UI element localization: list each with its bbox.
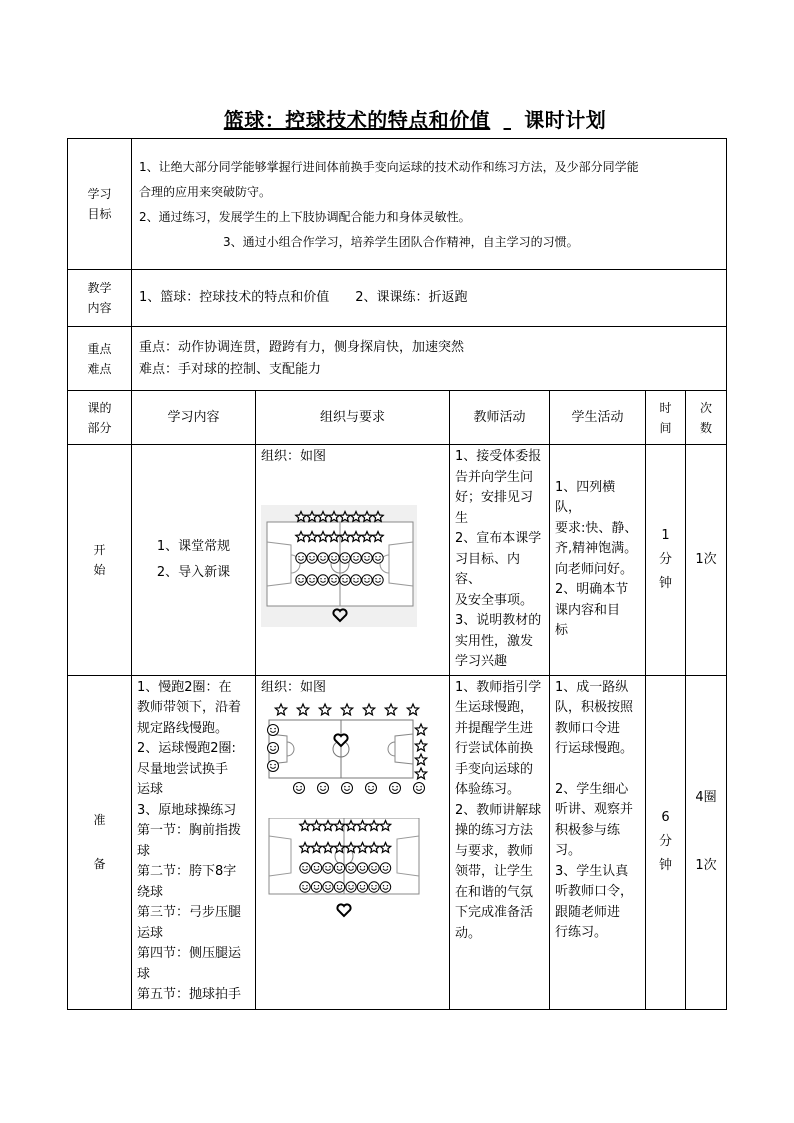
warmup-content-line: 球 [137, 966, 151, 982]
time-value: 6 [661, 810, 670, 825]
start-content-cell [132, 445, 256, 676]
time-unit: 分 [658, 551, 672, 567]
header-content: 学习内容 [132, 391, 256, 445]
teacher-line: 学习兴趣 [455, 654, 508, 669]
star-icon [275, 704, 286, 715]
difficulty-text: 难点：手对球的控制、支配能力 [139, 361, 322, 377]
star-icon [297, 704, 308, 715]
warmup-org-label: 组织：如图 [261, 679, 327, 695]
jog-route-diagram [261, 702, 433, 802]
smiley-icon [362, 553, 372, 563]
smiley-icon [390, 782, 401, 793]
student-star-group [415, 724, 426, 779]
count-value: 1次 [695, 857, 717, 873]
teacher-line: 实用性，激发 [455, 633, 534, 649]
label-fragment: 备 [93, 857, 106, 871]
teacher-line: 在和谐的气氛 [455, 884, 534, 900]
smiley-icon [334, 881, 344, 891]
smiley-icon [318, 575, 328, 585]
content-text: 1、篮球：控球技术的特点和价值 2、课课练：折返跑 [132, 270, 727, 327]
warmup-content-line: 尽量地尝试换手 [137, 761, 229, 777]
warmup-content-cell [132, 675, 256, 1009]
start-content-item: 1、课堂常规 [156, 538, 231, 554]
objective-line: 2、通过练习，发展学生的上下肢协调配合能力和身体灵敏性。 [139, 209, 471, 224]
smiley-icon [369, 881, 379, 891]
teacher-line: 行尝试体前换 [455, 741, 534, 756]
keypoints-label-cell [68, 327, 132, 391]
smiley-icon [380, 881, 390, 891]
teacher-line: 3、说明教材的 [455, 613, 542, 628]
warmup-student-cell [550, 675, 646, 1009]
smiley-icon [366, 782, 377, 793]
student-face-group [294, 782, 425, 793]
star-icon [415, 768, 426, 779]
smiley-icon [318, 782, 329, 793]
objective-line: 合理的应用来突破防守。 [139, 184, 272, 199]
warmup-content-line: 第四节：侧压腿运 [137, 946, 242, 961]
teacher-line: 生 [455, 510, 469, 526]
student-line: 跟随老师进 [555, 904, 621, 920]
start-court-diagram [261, 505, 417, 627]
student-face-group [268, 724, 279, 771]
header-row [68, 391, 727, 445]
time-unit: 钟 [658, 858, 672, 873]
start-teacher-cell [450, 445, 550, 676]
label-fragment: 重点 [87, 341, 112, 356]
start-part-cell [68, 445, 132, 676]
smiley-icon [294, 782, 305, 793]
teacher-line: 与要求，教师 [455, 843, 534, 859]
objectives-label-cell [68, 139, 132, 270]
heart-icon [337, 904, 350, 916]
warmup-teacher-cell [450, 675, 550, 1009]
student-line: 要求:快、静、 [555, 520, 638, 536]
warmup-content-line: 运球 [137, 925, 164, 941]
student-line: 向老师问好。 [555, 561, 634, 577]
teacher-line: 动。 [455, 925, 482, 941]
student-star-group [275, 704, 418, 715]
label-fragment: 教学 [87, 281, 112, 295]
warmup-content-line: 第一节：胸前指拨 [137, 823, 242, 838]
smiley-icon [296, 553, 306, 563]
teacher-line: 1、教师指引学 [455, 679, 542, 695]
objective-line: 3、通过小组合作学习，培养学生团队合作精神，自主学习的习惯。 [223, 234, 579, 249]
teacher-line: 2、宣布本课学 [455, 531, 542, 546]
warmup-part-cell [68, 675, 132, 1009]
ball-drill-diagram [261, 818, 433, 928]
header-org: 组织与要求 [256, 391, 450, 445]
teacher-line: 手变向运球的 [455, 761, 534, 777]
student-line: 行运球慢跑。 [555, 741, 634, 756]
objectives-row [68, 139, 727, 270]
smiley-icon [369, 862, 379, 872]
objective-line: 1、让绝大部分同学能够掌握行进间体前换手变向运球的技术动作和练习方法，及少部分同学能 [139, 159, 639, 174]
page-title [0, 104, 794, 133]
warmup-content-line: 绕球 [137, 884, 164, 900]
start-org-cell [256, 445, 450, 676]
count-value: 4圈 [695, 789, 717, 805]
star-icon [415, 754, 426, 765]
smiley-icon [334, 862, 344, 872]
start-content-item: 2、导入新课 [156, 564, 231, 580]
smiley-icon [342, 782, 353, 793]
label-fragment: 准 [93, 813, 106, 827]
student-line: 课内容和目 [555, 602, 621, 618]
teacher-line: 及安全事项。 [455, 592, 534, 608]
time-value: 1 [661, 527, 670, 543]
smiley-icon [329, 553, 339, 563]
smiley-icon [268, 742, 279, 753]
label-fragment: 课的 [87, 400, 112, 415]
smiley-icon [357, 862, 367, 872]
teacher-line: 1、接受体委报 [455, 449, 542, 464]
teacher-line: 体验练习。 [455, 782, 521, 797]
smiley-icon [329, 575, 339, 585]
warmup-content-line: 第三节：弓步压腿 [137, 905, 242, 920]
label-fragment: 目标 [87, 207, 112, 221]
student-line: 2、学生细心 [555, 781, 629, 797]
smiley-icon [351, 575, 361, 585]
keypoints-text-cell [132, 327, 727, 391]
lesson-plan-table [67, 138, 727, 1010]
label-fragment: 部分 [87, 420, 112, 435]
header-student: 学生活动 [550, 391, 646, 445]
title-underline-gap [490, 108, 524, 132]
warmup-content-line: 3、原地球操练习 [137, 802, 237, 818]
warmup-count-cell [686, 675, 727, 1009]
star-icon [415, 724, 426, 735]
label-fragment: 内容 [87, 301, 112, 315]
label-fragment: 开 [93, 542, 106, 557]
star-icon [341, 704, 352, 715]
start-count-cell: 1次 [686, 445, 727, 676]
warmup-row [68, 675, 727, 1009]
student-line: 听教师口令， [555, 884, 634, 899]
smiley-icon [380, 862, 390, 872]
student-line: 3、学生认真 [555, 863, 629, 879]
label-fragment: 数 [700, 420, 713, 435]
header-part [68, 391, 132, 445]
warmup-org-cell [256, 675, 450, 1009]
label-fragment: 难点 [87, 361, 112, 376]
warmup-content-line: 2、运球慢跑2圈: [137, 741, 236, 756]
smiley-icon [373, 575, 383, 585]
smiley-icon [323, 881, 333, 891]
start-student-cell [550, 445, 646, 676]
teacher-line: 下完成准备活 [455, 905, 534, 920]
content-label-cell [68, 270, 132, 327]
student-line: 齐,精神饱满。 [555, 541, 638, 557]
smiley-icon [300, 862, 310, 872]
teacher-line: 好；安排见习 [455, 490, 534, 505]
smiley-icon [351, 553, 361, 563]
student-line: 1、成一路纵 [555, 679, 629, 695]
star-icon [415, 740, 426, 751]
time-unit: 钟 [658, 575, 672, 591]
warmup-content-line: 规定路线慢跑。 [137, 720, 229, 736]
teacher-line: 并提醒学生进 [455, 720, 534, 736]
student-line: 标 [555, 623, 569, 639]
smiley-icon [311, 881, 321, 891]
key-point-text: 重点：动作协调连贯，蹬跨有力，侧身探肩快，加速突然 [139, 339, 465, 355]
header-teacher: 教师活动 [450, 391, 550, 445]
student-line: 习。 [555, 843, 582, 858]
header-count [686, 391, 727, 445]
star-icon [407, 704, 418, 715]
smiley-icon [307, 575, 317, 585]
teacher-line: 领带，让学生 [455, 864, 534, 879]
star-icon [363, 704, 374, 715]
teacher-line: 告并向学生问 [455, 469, 534, 485]
star-icon [385, 704, 396, 715]
label-fragment: 始 [93, 562, 106, 577]
student-line: 教师口令进 [555, 720, 621, 736]
student-line: 听讲、观察并 [555, 802, 634, 817]
smiley-icon [346, 881, 356, 891]
smiley-icon [346, 862, 356, 872]
student-line: 2、明确本节 [555, 582, 629, 598]
header-time [646, 391, 686, 445]
start-time-cell [646, 445, 686, 676]
warmup-content-line: 球 [137, 843, 151, 859]
teacher-line: 2、教师讲解球 [455, 802, 542, 818]
warmup-content-line: 教师带领下，沿着 [137, 700, 242, 715]
student-line: 行练习。 [555, 925, 608, 940]
smiley-icon [323, 862, 333, 872]
warmup-content-line: 运球 [137, 782, 164, 797]
smiley-icon [311, 862, 321, 872]
teacher-line: 习目标、内容、 [455, 551, 521, 587]
smiley-icon [268, 724, 279, 735]
warmup-content-line: 第五节：抛球拍手 [137, 987, 242, 1002]
label-fragment: 次 [700, 400, 713, 415]
start-org-label: 组织：如图 [261, 449, 327, 464]
label-fragment: 学习 [87, 187, 112, 201]
student-line: 积极参与练 [555, 822, 621, 838]
star-icon [319, 704, 330, 715]
smiley-icon [296, 575, 306, 585]
smiley-icon [318, 553, 328, 563]
title-suffix: 课时计划 [524, 108, 607, 132]
student-line: 队，积极按照 [555, 700, 634, 715]
content-row [68, 270, 727, 327]
smiley-icon [340, 553, 350, 563]
smiley-icon [300, 881, 310, 891]
title-topic: 篮球：控球技术的特点和价值 [223, 108, 491, 132]
warmup-content-line: 第二节：胯下8字 [137, 864, 237, 879]
start-row [68, 445, 727, 676]
warmup-content-line: 1、慢跑2圈：在 [137, 679, 232, 695]
label-fragment: 间 [659, 420, 672, 435]
teacher-line: 操的练习方法 [455, 823, 534, 838]
smiley-icon [307, 553, 317, 563]
student-line [555, 760, 640, 780]
smiley-icon [357, 881, 367, 891]
student-line: 1、四列横队， [555, 479, 616, 516]
label-fragment: 时 [659, 400, 672, 415]
objectives-label [68, 184, 131, 224]
smiley-icon [414, 782, 425, 793]
smiley-icon [362, 575, 372, 585]
smiley-icon [373, 553, 383, 563]
time-unit: 分 [658, 834, 672, 849]
objectives-text-cell [132, 139, 727, 270]
warmup-time-cell [646, 675, 686, 1009]
smiley-icon [340, 575, 350, 585]
teacher-line: 生运球慢跑， [455, 700, 534, 715]
smiley-icon [268, 760, 279, 771]
keypoints-row [68, 327, 727, 391]
